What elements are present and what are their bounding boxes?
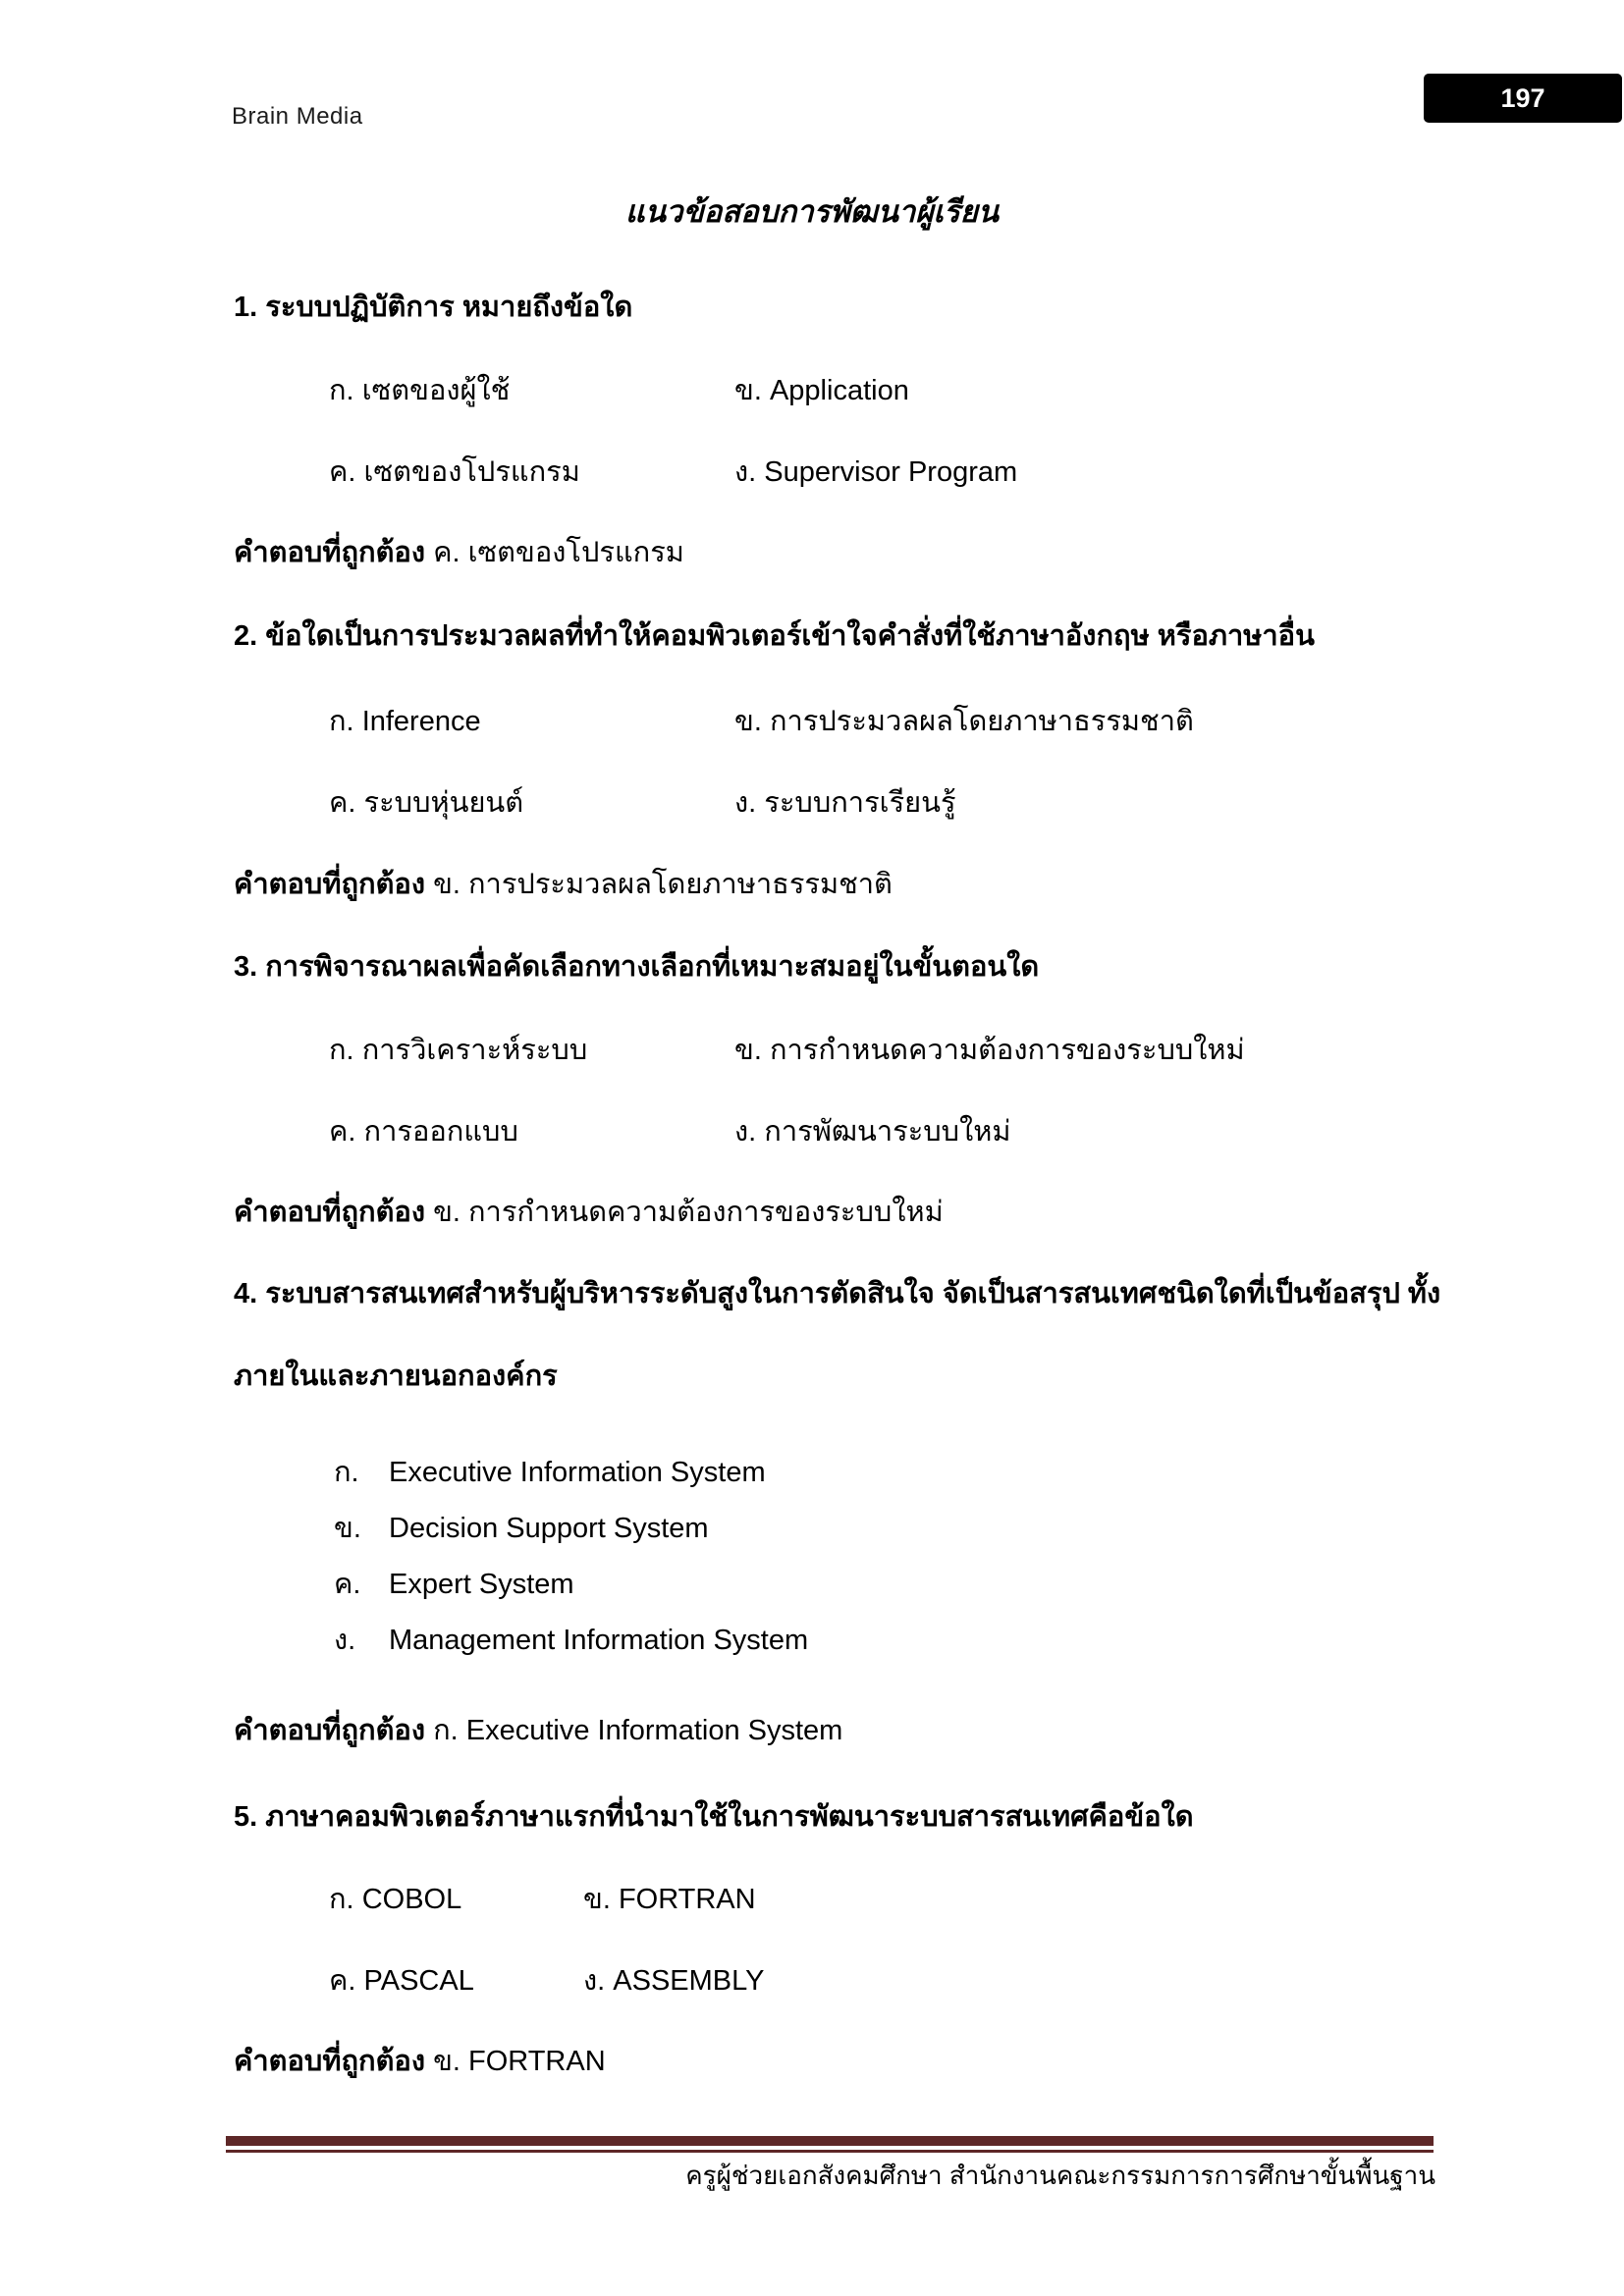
footer-rule-thick (226, 2136, 1434, 2146)
option-d (734, 782, 956, 824)
option-a (329, 701, 734, 742)
question-4-answer (234, 1710, 842, 1751)
option-b (583, 1879, 756, 1920)
option-label: ข. (734, 1035, 762, 1066)
option-label: ก. (329, 1884, 354, 1915)
question-number: 4. (234, 1278, 258, 1309)
question-3-answer (234, 1192, 944, 1233)
option-d (734, 452, 1017, 493)
question-3-options-row-2 (329, 1111, 1010, 1152)
answer-prefix: คำตอบที่ถูกต้อง (234, 1197, 425, 1228)
option-c (329, 452, 734, 493)
option-label: ง. (734, 456, 757, 488)
question-2-options-row-2 (329, 782, 956, 824)
answer-prefix: คำตอบที่ถูกต้อง (234, 1715, 425, 1746)
option-text: การออกแบบ (363, 1116, 518, 1148)
question-5-answer (234, 2041, 606, 2082)
option-text: การวิเคราะห์ระบบ (361, 1035, 588, 1066)
question-3-heading (234, 946, 1039, 988)
question-number: 3. (234, 951, 258, 983)
option-label: ง. (583, 1965, 606, 1997)
question-4-option-b (334, 1508, 709, 1549)
option-text: การประมวลผลโดยภาษาธรรมชาติ (769, 706, 1194, 737)
question-1-heading (234, 287, 632, 328)
option-b (734, 1030, 1245, 1071)
answer-text: ข. FORTRAN (433, 2046, 606, 2077)
question-number: 2. (234, 620, 258, 652)
option-a (329, 1030, 734, 1071)
question-2-heading (234, 615, 1315, 657)
question-1-options-row-1 (329, 370, 909, 411)
option-c (329, 782, 734, 824)
option-label: ข. (334, 1513, 361, 1544)
question-4-option-a (334, 1452, 766, 1493)
brand-text: Brain Media (232, 103, 363, 130)
option-label: ค. (329, 1116, 356, 1148)
question-text: ระบบสารสนเทศสำหรับผู้บริหารระดับสูงในการตัดสินใจ จัดเป็นสารสนเทศชนิดใดที่เป็นข้อสรุป ทั้งภายในและภายนอกองค์กร (234, 1278, 1441, 1392)
option-text: เซตของผู้ใช้ (361, 375, 511, 406)
option-label: ง. (734, 1116, 757, 1148)
question-number: 5. (234, 1801, 258, 1833)
option-text: Inference (361, 706, 481, 737)
option-b (734, 701, 1194, 742)
option-label: ข. (734, 706, 762, 737)
question-5-options-row-1 (329, 1879, 756, 1920)
option-a (329, 1879, 583, 1920)
option-label: ก. (329, 1035, 354, 1066)
option-text: Executive Information System (389, 1457, 766, 1488)
question-text: ระบบปฏิบัติการ หมายถึงข้อใด (265, 292, 633, 323)
option-label: ค. (329, 787, 356, 819)
question-text: ภาษาคอมพิวเตอร์ภาษาแรกที่นำมาใช้ในการพัฒนาระบบสารสนเทศคือข้อใด (265, 1801, 1194, 1833)
option-label: ก. (334, 1457, 359, 1488)
footer-rule-thin (226, 2150, 1434, 2153)
question-4-option-c (334, 1564, 574, 1605)
page-number: 197 (1500, 82, 1545, 113)
option-label: ข. (734, 375, 762, 406)
answer-prefix: คำตอบที่ถูกต้อง (234, 2046, 425, 2077)
option-text: Application (769, 375, 909, 406)
option-text: FORTRAN (618, 1884, 756, 1915)
option-a (329, 370, 734, 411)
option-label: ก. (329, 706, 354, 737)
answer-text: ก. Executive Information System (433, 1715, 843, 1746)
option-text: การกำหนดความต้องการของระบบใหม่ (769, 1035, 1245, 1066)
option-b (734, 370, 909, 411)
question-2-answer (234, 864, 893, 905)
option-text: Supervisor Program (764, 456, 1018, 488)
option-label: ง. (334, 1625, 356, 1656)
option-text: Expert System (389, 1569, 574, 1600)
option-text: PASCAL (363, 1965, 474, 1997)
option-text: ระบบการเรียนรู้ (764, 787, 956, 819)
question-1-options-row-2 (329, 452, 1017, 493)
answer-text: ข. การประมวลผลโดยภาษาธรรมชาติ (433, 869, 893, 900)
option-c (329, 1111, 734, 1152)
option-text: ระบบหุ่นยนต์ (363, 787, 524, 819)
option-text: เซตของโปรแกรม (363, 456, 580, 488)
question-3-options-row-1 (329, 1030, 1245, 1071)
option-text: COBOL (361, 1884, 462, 1915)
answer-prefix: คำตอบที่ถูกต้อง (234, 869, 425, 900)
answer-prefix: คำตอบที่ถูกต้อง (234, 537, 425, 568)
question-5-options-row-2 (329, 1960, 764, 2002)
option-text: Management Information System (389, 1625, 809, 1656)
answer-text: ค. เซตของโปรแกรม (433, 537, 684, 568)
option-label: ข. (583, 1884, 611, 1915)
doc-title: แนวข้อสอบการพัฒนาผู้เรียน (624, 194, 1000, 229)
option-text: การพัฒนาระบบใหม่ (764, 1116, 1011, 1148)
option-label: ก. (329, 375, 354, 406)
option-d (734, 1111, 1010, 1152)
question-1-answer (234, 532, 684, 573)
question-5-heading (234, 1796, 1194, 1838)
question-4-option-d (334, 1620, 808, 1661)
page-number-box (1424, 74, 1622, 123)
question-text: การพิจารณาผลเพื่อคัดเลือกทางเลือกที่เหมาะสมอยู่ในขั้นตอนใด (265, 951, 1040, 983)
question-text: ข้อใดเป็นการประมวลผลที่ทำให้คอมพิวเตอร์เข้าใจคำสั่งที่ใช้ภาษาอังกฤษ หรือภาษาอื่น (265, 620, 1315, 652)
option-label: ค. (329, 1965, 356, 1997)
option-label: ง. (734, 787, 757, 819)
question-4-heading (234, 1253, 1486, 1417)
option-d (583, 1960, 764, 2002)
footer-text: ครูผู้ช่วยเอกสังคมศึกษา สำนักงานคณะกรรมการการศึกษาขั้นพื้นฐาน (685, 2161, 1435, 2190)
question-number: 1. (234, 292, 258, 323)
option-text: ASSEMBLY (613, 1965, 765, 1997)
option-c (329, 1960, 583, 2002)
option-label: ค. (334, 1569, 361, 1600)
option-text: Decision Support System (389, 1513, 709, 1544)
answer-text: ข. การกำหนดความต้องการของระบบใหม่ (433, 1197, 944, 1228)
option-label: ค. (329, 456, 356, 488)
question-2-options-row-1 (329, 701, 1194, 742)
